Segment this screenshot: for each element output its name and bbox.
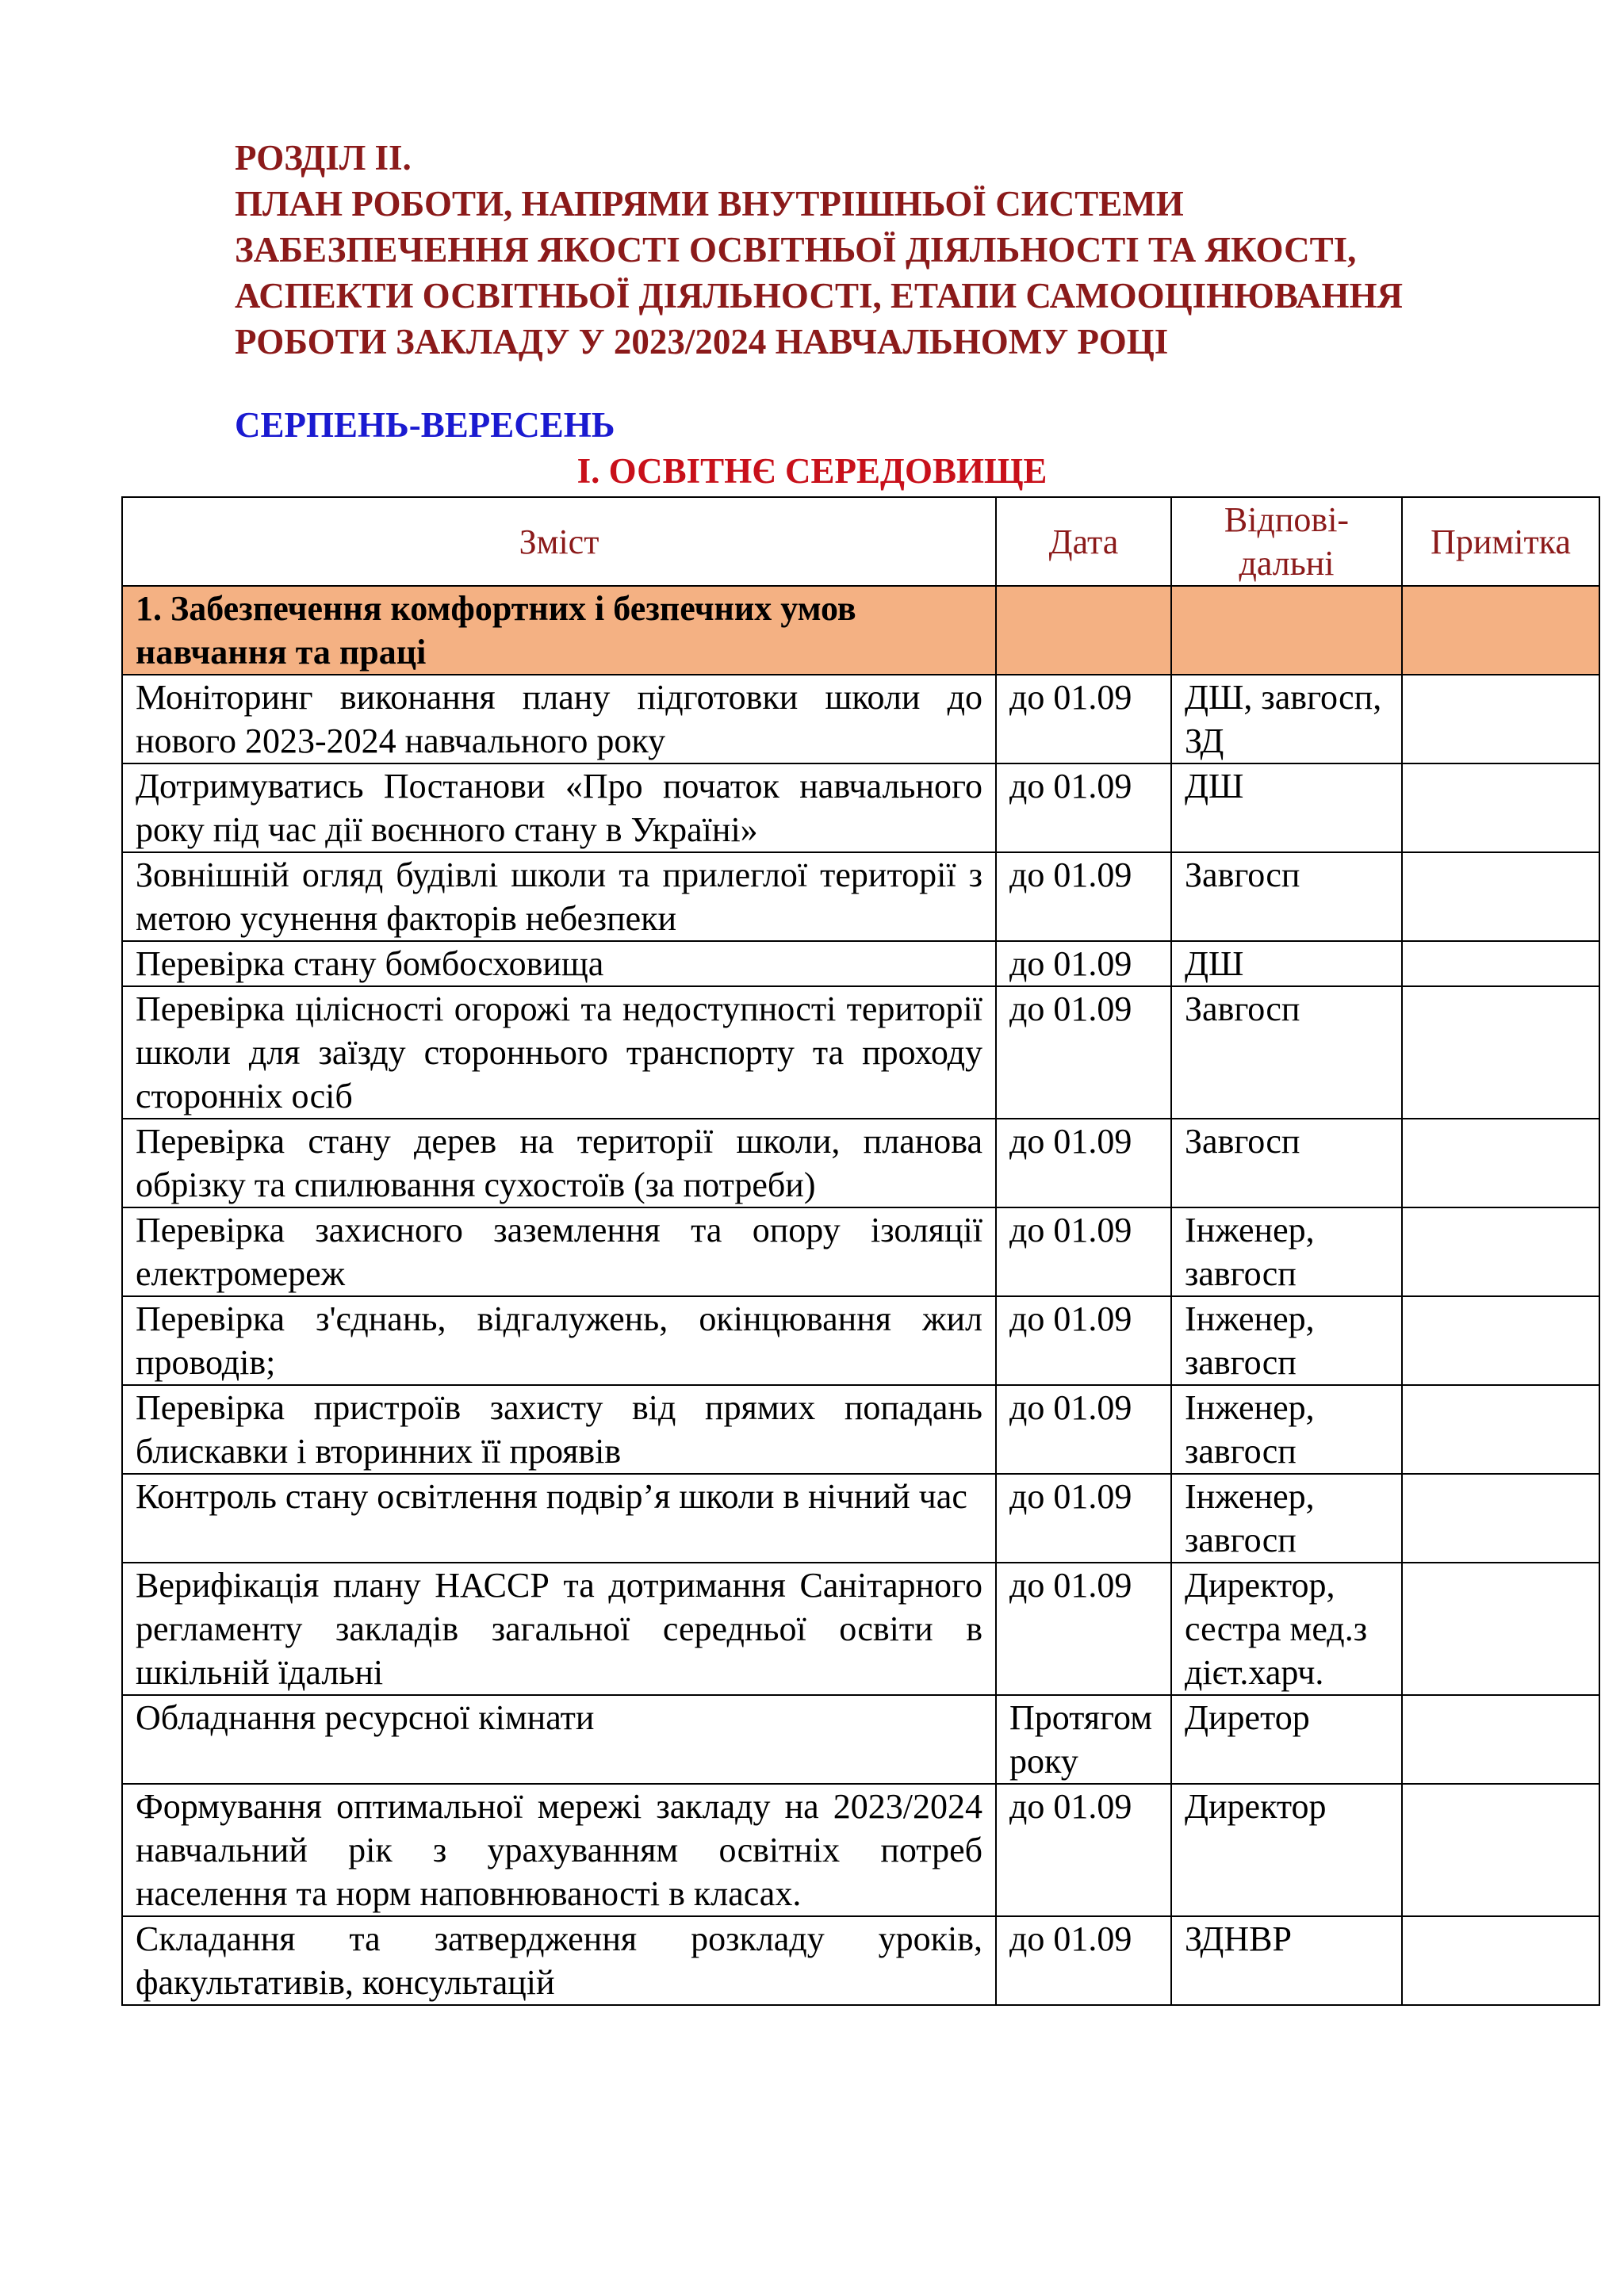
row-content: Зовнішній огляд будівлі школи та прилеглої території з метою усунення факторів небезпеки xyxy=(122,852,996,941)
row-date: до 01.09 xyxy=(996,1784,1171,1916)
row-content: Перевірка захисного заземлення та опору ізоляції електромереж xyxy=(122,1207,996,1296)
title-line: АСПЕКТИ ОСВІТНЬОЇ ДІЯЛЬНОСТІ, ЕТАПИ САМООЦІНЮВАННЯ xyxy=(235,276,1404,316)
table-row xyxy=(122,1119,1599,1207)
row-responsible: Інженер, завгосп xyxy=(1171,1207,1402,1296)
row-note xyxy=(1402,852,1599,941)
row-content: Перевірка стану бомбосховища xyxy=(122,941,996,986)
title-line: РОБОТИ ЗАКЛАДУ У 2023/2024 НАВЧАЛЬНОМУ РОЦІ xyxy=(235,322,1169,362)
group-cell xyxy=(1402,586,1599,675)
row-date: Протягом року xyxy=(996,1695,1171,1784)
row-date: до 01.09 xyxy=(996,1119,1171,1207)
header-responsible: Відпові-дальні xyxy=(1171,497,1402,586)
row-date: до 01.09 xyxy=(996,1207,1171,1296)
title-line: ЗАБЕЗПЕЧЕННЯ ЯКОСТІ ОСВІТНЬОЇ ДІЯЛЬНОСТІ ТА ЯКОСТІ, xyxy=(235,230,1357,270)
row-date: до 01.09 xyxy=(996,675,1171,763)
header-note: Примітка xyxy=(1402,497,1599,586)
row-note xyxy=(1402,1695,1599,1784)
table-row xyxy=(122,1474,1599,1563)
row-responsible: Директор, сестра мед.з дієт.харч. xyxy=(1171,1563,1402,1695)
row-responsible: Завгосп xyxy=(1171,1119,1402,1207)
table-row xyxy=(122,1385,1599,1474)
group-cell xyxy=(1171,586,1402,675)
table-row xyxy=(122,852,1599,941)
table-row xyxy=(122,986,1599,1119)
row-responsible: ДШ, завгосп, ЗД xyxy=(1171,675,1402,763)
table-header-row xyxy=(122,497,1599,586)
header-content: Зміст xyxy=(122,497,996,586)
row-responsible: Директор xyxy=(1171,1784,1402,1916)
group-cell xyxy=(996,586,1171,675)
row-responsible: Інженер, завгосп xyxy=(1171,1296,1402,1385)
row-note xyxy=(1402,675,1599,763)
table-row xyxy=(122,1784,1599,1916)
row-note xyxy=(1402,986,1599,1119)
month-heading: СЕРПЕНЬ-ВЕРЕСЕНЬ xyxy=(235,405,615,445)
row-date: до 01.09 xyxy=(996,1916,1171,2005)
row-note xyxy=(1402,1207,1599,1296)
subsection-heading: І. ОСВІТНЄ СЕРЕДОВИЩЕ xyxy=(576,451,1048,491)
row-note xyxy=(1402,1119,1599,1207)
title-line: ПЛАН РОБОТИ, НАПРЯМИ ВНУТРІШНЬОЇ СИСТЕМИ xyxy=(235,184,1184,224)
table-row xyxy=(122,1207,1599,1296)
row-date: до 01.09 xyxy=(996,1563,1171,1695)
table-row xyxy=(122,1296,1599,1385)
row-responsible: ДШ xyxy=(1171,763,1402,852)
table-row xyxy=(122,1695,1599,1784)
row-date: до 01.09 xyxy=(996,986,1171,1119)
row-content: Перевірка з'єднань, відгалужень, окінцювання жил проводів; xyxy=(122,1296,996,1385)
row-content: Дотримуватись Постанови «Про початок навчального року під час дії воєнного стану в Україні» xyxy=(122,763,996,852)
header-date: Дата xyxy=(996,497,1171,586)
row-note xyxy=(1402,1296,1599,1385)
row-content: Верифікація плану НАССР та дотримання Санітарного регламенту закладів загальної середньої освіти в шкільній їдальні xyxy=(122,1563,996,1695)
group-row xyxy=(122,586,1599,675)
row-responsible: Інженер, завгосп xyxy=(1171,1385,1402,1474)
row-responsible: ЗДНВР xyxy=(1171,1916,1402,2005)
table-row xyxy=(122,675,1599,763)
table-row xyxy=(122,763,1599,852)
row-date: до 01.09 xyxy=(996,1385,1171,1474)
row-responsible: Інженер, завгосп xyxy=(1171,1474,1402,1563)
row-responsible: Диретор xyxy=(1171,1695,1402,1784)
row-date: до 01.09 xyxy=(996,852,1171,941)
row-content: Контроль стану освітлення подвір’я школи в нічний час xyxy=(122,1474,996,1563)
row-note xyxy=(1402,1474,1599,1563)
row-note xyxy=(1402,1916,1599,2005)
row-content: Обладнання ресурсної кімнати xyxy=(122,1695,996,1784)
row-content: Формування оптимальної мережі закладу на 2023/2024 навчальний рік з урахуванням освітніх потреб населення та норм наповнюваності в класах. xyxy=(122,1784,996,1916)
row-note xyxy=(1402,1563,1599,1695)
row-date: до 01.09 xyxy=(996,763,1171,852)
row-note xyxy=(1402,941,1599,986)
row-note xyxy=(1402,1385,1599,1474)
row-note xyxy=(1402,1784,1599,1916)
row-responsible: Завгосп xyxy=(1171,986,1402,1119)
row-date: до 01.09 xyxy=(996,1474,1171,1563)
title-line: РОЗДІЛ ІІ. xyxy=(235,138,412,178)
section-title xyxy=(235,135,1403,365)
plan-table xyxy=(121,496,1600,2006)
row-content: Складання та затвердження розкладу уроків, факультативів, консультацій xyxy=(122,1916,996,2005)
row-content: Перевірка пристроїв захисту від прямих попадань блискавки і вторинних її проявів xyxy=(122,1385,996,1474)
row-content: Перевірка стану дерев на території школи, планова обрізку та спилювання сухостоїв (за потреби) xyxy=(122,1119,996,1207)
table-row xyxy=(122,1916,1599,2005)
row-date: до 01.09 xyxy=(996,1296,1171,1385)
row-responsible: Завгосп xyxy=(1171,852,1402,941)
table-row xyxy=(122,941,1599,986)
row-content: Моніторинг виконання плану підготовки школи до нового 2023-2024 навчального року xyxy=(122,675,996,763)
group-title: 1. Забезпечення комфортних і безпечних умов навчання та праці xyxy=(122,586,996,675)
row-note xyxy=(1402,763,1599,852)
row-responsible: ДШ xyxy=(1171,941,1402,986)
row-content: Перевірка цілісності огорожі та недоступності території школи для заїзду стороннього транспорту та проходу сторонніх осіб xyxy=(122,986,996,1119)
table-row xyxy=(122,1563,1599,1695)
row-date: до 01.09 xyxy=(996,941,1171,986)
